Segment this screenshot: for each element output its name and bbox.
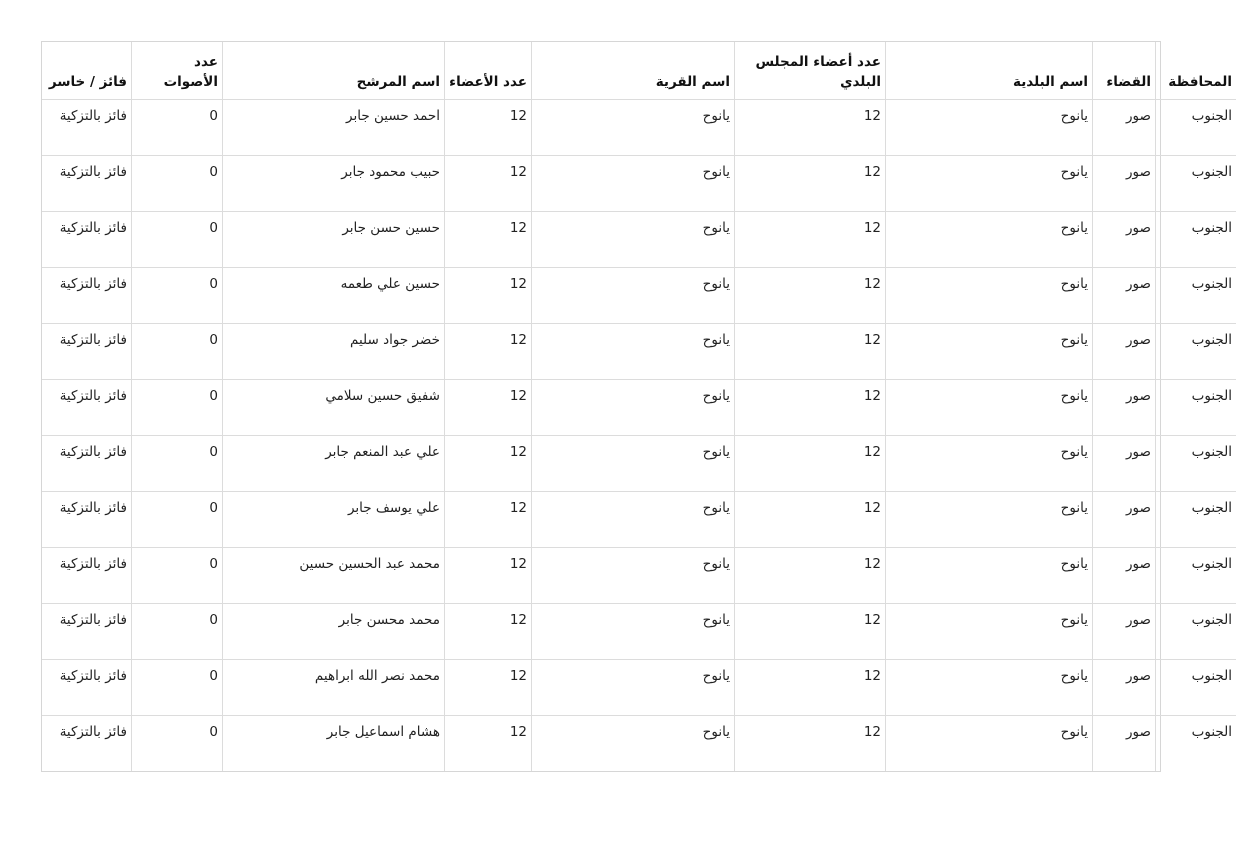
cell-district: صور bbox=[1093, 212, 1156, 268]
cell-candidate: خضر جواد سليم bbox=[223, 324, 445, 380]
cell-municipality: يانوح bbox=[886, 716, 1093, 772]
cell-village: يانوح bbox=[532, 268, 735, 324]
cell-district: صور bbox=[1093, 156, 1156, 212]
cell-village: يانوح bbox=[532, 212, 735, 268]
cell-votes: 0 bbox=[132, 492, 223, 548]
cell-status: فائز بالتزكية bbox=[42, 156, 132, 212]
cell-candidate: علي عبد المنعم جابر bbox=[223, 436, 445, 492]
cell-members: 12 bbox=[445, 548, 532, 604]
cell-status: فائز بالتزكية bbox=[42, 604, 132, 660]
cell-status: فائز بالتزكية bbox=[42, 380, 132, 436]
header-row bbox=[42, 42, 1236, 100]
cell-status: فائز بالتزكية bbox=[42, 436, 132, 492]
cell-candidate: احمد حسين جابر bbox=[223, 100, 445, 156]
cell-district: صور bbox=[1093, 436, 1156, 492]
cell-candidate: شفيق حسين سلامي bbox=[223, 380, 445, 436]
cell-council-members: 12 bbox=[735, 100, 886, 156]
cell-governorate: الجنوب bbox=[1156, 716, 1236, 772]
cell-members: 12 bbox=[445, 380, 532, 436]
cell-council-members: 12 bbox=[735, 156, 886, 212]
cell-candidate: حسين علي طعمه bbox=[223, 268, 445, 324]
cell-governorate: الجنوب bbox=[1156, 660, 1236, 716]
cell-village: يانوح bbox=[532, 156, 735, 212]
cell-members: 12 bbox=[445, 212, 532, 268]
cell-municipality: يانوح bbox=[886, 380, 1093, 436]
cell-village: يانوح bbox=[532, 324, 735, 380]
cell-status: فائز بالتزكية bbox=[42, 100, 132, 156]
table-row bbox=[42, 100, 1236, 156]
cell-votes: 0 bbox=[132, 212, 223, 268]
cell-council-members: 12 bbox=[735, 436, 886, 492]
cell-members: 12 bbox=[445, 324, 532, 380]
header-candidate: اسم المرشح bbox=[223, 42, 445, 100]
cell-district: صور bbox=[1093, 716, 1156, 772]
cell-members: 12 bbox=[445, 660, 532, 716]
table-row bbox=[42, 436, 1236, 492]
cell-candidate: حبيب محمود جابر bbox=[223, 156, 445, 212]
cell-district: صور bbox=[1093, 380, 1156, 436]
table-row bbox=[42, 660, 1236, 716]
cell-council-members: 12 bbox=[735, 604, 886, 660]
cell-district: صور bbox=[1093, 100, 1156, 156]
header-governorate: المحافظة bbox=[1156, 42, 1236, 100]
cell-district: صور bbox=[1093, 604, 1156, 660]
cell-status: فائز بالتزكية bbox=[42, 212, 132, 268]
table-row bbox=[42, 324, 1236, 380]
cell-votes: 0 bbox=[132, 548, 223, 604]
cell-municipality: يانوح bbox=[886, 604, 1093, 660]
cell-governorate: الجنوب bbox=[1156, 100, 1236, 156]
cell-candidate: محمد عبد الحسين حسين bbox=[223, 548, 445, 604]
cell-village: يانوح bbox=[532, 660, 735, 716]
cell-village: يانوح bbox=[532, 548, 735, 604]
cell-governorate: الجنوب bbox=[1156, 548, 1236, 604]
cell-members: 12 bbox=[445, 492, 532, 548]
table-row bbox=[42, 492, 1236, 548]
cell-votes: 0 bbox=[132, 660, 223, 716]
cell-council-members: 12 bbox=[735, 660, 886, 716]
cell-municipality: يانوح bbox=[886, 324, 1093, 380]
cell-district: صور bbox=[1093, 660, 1156, 716]
table-row bbox=[42, 548, 1236, 604]
cell-council-members: 12 bbox=[735, 268, 886, 324]
cell-votes: 0 bbox=[132, 324, 223, 380]
cell-candidate: علي يوسف جابر bbox=[223, 492, 445, 548]
cell-status: فائز بالتزكية bbox=[42, 268, 132, 324]
table-row bbox=[42, 716, 1236, 772]
cell-council-members: 12 bbox=[735, 716, 886, 772]
cell-council-members: 12 bbox=[735, 548, 886, 604]
cell-votes: 0 bbox=[132, 156, 223, 212]
table-row bbox=[42, 380, 1236, 436]
cell-council-members: 12 bbox=[735, 492, 886, 548]
cell-votes: 0 bbox=[132, 100, 223, 156]
cell-governorate: الجنوب bbox=[1156, 324, 1236, 380]
cell-village: يانوح bbox=[532, 604, 735, 660]
header-district: القضاء bbox=[1093, 42, 1156, 100]
cell-district: صور bbox=[1093, 548, 1156, 604]
cell-members: 12 bbox=[445, 436, 532, 492]
cell-village: يانوح bbox=[532, 716, 735, 772]
cell-status: فائز بالتزكية bbox=[59, 724, 127, 740]
cell-municipality: يانوح bbox=[886, 436, 1093, 492]
header-votes: عدد الأصوات bbox=[132, 42, 223, 100]
cell-district: صور bbox=[1093, 268, 1156, 324]
cell-votes: 0 bbox=[132, 436, 223, 492]
cell-candidate: محمد نصر الله ابراهيم bbox=[223, 660, 445, 716]
cell-district: صور bbox=[1093, 324, 1156, 380]
cell-status: فائز بالتزكية bbox=[42, 492, 132, 548]
table-body bbox=[42, 100, 1236, 772]
cell-village: يانوح bbox=[532, 100, 735, 156]
cell-governorate: الجنوب bbox=[1156, 156, 1236, 212]
cell-members: 12 bbox=[445, 716, 532, 772]
cell-status: فائز بالتزكية bbox=[42, 660, 132, 716]
cell-governorate: الجنوب bbox=[1156, 604, 1236, 660]
cell-village: يانوح bbox=[532, 492, 735, 548]
cell-council-members: 12 bbox=[735, 380, 886, 436]
cell-village: يانوح bbox=[532, 436, 735, 492]
cell-votes: 0 bbox=[132, 604, 223, 660]
header-village: اسم القرية bbox=[532, 42, 735, 100]
cell-governorate: الجنوب bbox=[1156, 436, 1236, 492]
cell-village: يانوح bbox=[532, 380, 735, 436]
table-row bbox=[42, 212, 1236, 268]
cell-votes: 0 bbox=[132, 268, 223, 324]
cell-municipality: يانوح bbox=[886, 268, 1093, 324]
table-header bbox=[42, 42, 1236, 100]
cell-district: صور bbox=[1093, 492, 1156, 548]
cell-candidate: حسين حسن جابر bbox=[223, 212, 445, 268]
header-council-members: عدد أعضاء المجلس البلدي bbox=[735, 42, 886, 100]
table-row bbox=[42, 604, 1236, 660]
results-table-container bbox=[41, 41, 1232, 772]
cell-members: 12 bbox=[445, 156, 532, 212]
cell-municipality: يانوح bbox=[886, 212, 1093, 268]
cell-status: فائز بالتزكية bbox=[42, 324, 132, 380]
cell-council-members: 12 bbox=[735, 212, 886, 268]
table-row bbox=[42, 268, 1236, 324]
cell-municipality: يانوح bbox=[886, 156, 1093, 212]
cell-candidate: محمد محسن جابر bbox=[223, 604, 445, 660]
cell-status: فائز بالتزكية bbox=[42, 548, 132, 604]
cell-votes: 0 bbox=[132, 716, 223, 772]
cell-municipality: يانوح bbox=[886, 548, 1093, 604]
cell-municipality: يانوح bbox=[886, 660, 1093, 716]
header-municipality: اسم البلدية bbox=[886, 42, 1093, 100]
cell-municipality: يانوح bbox=[886, 492, 1093, 548]
cell-members: 12 bbox=[445, 604, 532, 660]
cell-municipality: يانوح bbox=[886, 100, 1093, 156]
cell-members: 12 bbox=[445, 100, 532, 156]
cell-votes: 0 bbox=[132, 380, 223, 436]
cell-governorate: الجنوب bbox=[1156, 268, 1236, 324]
cell-council-members: 12 bbox=[735, 324, 886, 380]
cell-governorate: الجنوب bbox=[1156, 212, 1236, 268]
cell-candidate: هشام اسماعيل جابر bbox=[223, 716, 445, 772]
header-members: عدد الأعضاء bbox=[445, 42, 532, 100]
election-results-table bbox=[42, 42, 1236, 771]
cell-governorate: الجنوب bbox=[1156, 380, 1236, 436]
header-status: فائز / خاسر bbox=[42, 42, 132, 100]
table-row bbox=[42, 156, 1236, 212]
cell-governorate: الجنوب bbox=[1156, 492, 1236, 548]
cell-members: 12 bbox=[445, 268, 532, 324]
